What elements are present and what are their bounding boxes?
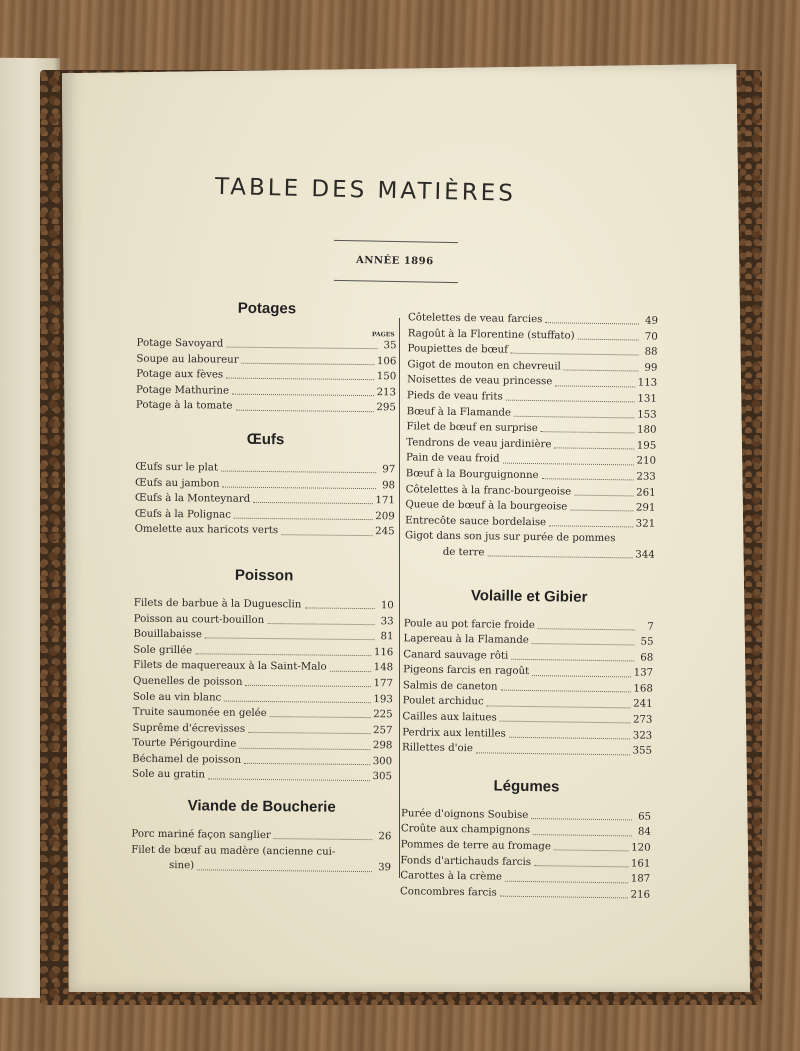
entry-page-number: 49 [644,315,659,327]
left-column [131,299,397,877]
entry-title: Potage à la tomate [135,400,233,413]
entry-page-number: 177 [373,678,394,690]
entry-page-number: 187 [630,873,651,885]
dot-leader [221,470,376,474]
entry-title: Côtelettes à la franc-bourgeoise [405,483,572,498]
entry-page-number: 97 [382,464,396,476]
right-column [400,310,658,903]
entry-page-number: 305 [372,771,393,783]
entry-page-number: 180 [636,424,657,436]
entry-title: Lapereau à la Flamande [403,633,529,647]
entry-title: Carottes à la crème [400,870,503,883]
entry-title: Œufs à la Polignac [134,508,232,521]
entry-page-number: 291 [635,502,656,514]
dot-leader [549,524,633,527]
dot-leader [554,446,633,449]
section-heading-viande-de-boucherie: Viande de Boucherie [187,797,336,816]
dot-leader [511,352,639,356]
dot-leader [570,509,633,512]
dot-leader [514,415,634,419]
section-heading-poisson: Poisson [234,566,294,585]
entry-title: Truite saumonée en gelée [132,706,267,720]
entry-page-number: 70 [644,331,658,343]
entry-title: Sole grillée [133,644,193,656]
entry-page-number: 241 [633,698,653,711]
dot-leader [476,751,630,755]
entry-page-number: 39 [378,862,392,874]
dot-leader [534,864,628,867]
section-spacer [134,538,394,569]
dot-leader [487,704,631,708]
entry-title: Omelette aux haricots verts [134,523,279,537]
entry-title: Rillettes d'oie [401,742,473,755]
dot-leader [555,384,634,387]
dot-leader [532,674,631,677]
entry-title: Bouillabaisse [133,628,202,641]
entry-title: Œufs sur le plat [135,461,219,474]
entry-page-number: 120 [631,842,651,854]
entry-title: Filets de barbue à la Duguesclin [133,597,302,611]
entry-page-number: 261 [636,487,656,499]
entry-page-number: 344 [635,549,655,561]
entry-page-number: 355 [632,745,653,757]
dot-leader [330,669,371,671]
entry-title: Pieds de veau frits [406,390,503,403]
toc-entry [131,858,391,876]
entry-page-number: 10 [380,600,394,612]
entry-page-number: 7 [647,621,654,633]
entry-page-number: 195 [636,440,657,452]
dot-leader [338,854,372,855]
dot-leader [222,485,376,489]
entry-title: Perdrix aux lentilles [402,726,506,740]
entry-title: Filet de bœuf au madère (ancienne cui- [131,844,336,858]
entry-title: Fonds d'artichauds farcis [400,854,532,868]
entry-title: Tourte Périgourdine [132,737,237,750]
entry-page-number: 148 [373,662,394,674]
entry-page-number: 26 [378,831,392,843]
dot-leader [239,746,370,749]
entry-page-number: 33 [380,615,394,627]
entry-title: Quenelles de poisson [132,675,243,688]
dot-leader [234,517,372,520]
entry-page-number: 161 [630,858,651,870]
entry-title: Potage Savoyard [136,337,224,350]
dot-leader [274,837,373,840]
entry-page-number: 210 [636,455,657,468]
dot-leader [545,321,639,324]
entry-page-number: 81 [380,631,394,643]
dot-leader [244,762,370,765]
dot-leader [235,408,373,411]
dot-leader [281,533,372,536]
dot-leader [564,369,639,372]
entry-title: Salmis de caneton [402,680,498,693]
entry-page-number: 233 [636,471,656,483]
dot-leader [267,622,374,625]
entry-title: Poisson au court-bouillon [133,613,265,626]
entry-page-number: 168 [633,683,653,695]
entry-page-number: 209 [375,510,395,523]
dot-leader [226,377,374,381]
entry-title: Gigot de mouton en chevreuil [407,359,561,373]
entry-page-number: 137 [633,667,654,680]
dot-leader [506,399,635,403]
entry-title: sine) [169,860,195,872]
entry-page-number: 298 [372,740,393,752]
dot-leader [487,555,632,559]
entry-page-number: 295 [376,402,396,414]
entry-title: Gigot dans son jus sur purée de pommes [404,530,616,545]
dot-leader [554,849,628,852]
entry-title: Poulet archiduc [402,695,484,708]
entry-title: Cailles aux laitues [402,711,497,724]
dot-leader [578,338,639,341]
dot-leader [304,607,375,610]
section-heading-potages: Potages [237,299,297,318]
entry-title: Poule au pot farcie froide [403,617,535,631]
entry-page-number: 225 [373,709,393,721]
entry-page-number: 245 [375,526,395,538]
entry-page-number: 84 [637,826,651,839]
toc-entry [136,398,396,416]
section-heading-volaille-et-gibier: Volaille et Gibier [470,586,588,606]
dot-leader [224,699,370,703]
entry-page-number: 216 [630,889,651,901]
entry-title: Béchamel de poisson [132,753,242,766]
entry-page-number: 116 [373,646,394,659]
entry-page-number: 300 [372,756,393,768]
column-divider [399,318,400,878]
dot-leader [270,715,370,718]
year-label: ANNÉE 1896 [355,254,434,268]
dot-leader [500,895,628,899]
entry-title: Sole au gratin [131,769,205,781]
dot-leader [531,817,632,820]
dot-leader [197,868,372,872]
entry-page-number: 150 [376,371,397,383]
entry-title: Canard sauvage rôti [403,648,509,662]
entry-page-number: 213 [376,386,397,399]
dot-leader [232,393,374,396]
entry-title: Concombres farcis [399,886,497,899]
entry-page-number: 65 [638,811,652,823]
entry-title: Sole au vin blanc [132,691,222,704]
entry-title: Côtelettes de veau farcies [407,312,543,326]
entry-title: Bœuf à la Flamande [406,405,512,419]
entry-title: Filets de maquereaux à la Saint-Malo [133,659,327,673]
section-heading-ufs: Œufs [246,430,285,449]
entry-title: Croûte aux champignons [400,823,531,837]
dot-leader [541,431,634,434]
entry-page-number: 257 [372,724,393,737]
section-spacer [404,560,654,589]
entry-title: Soupe au laboureur [136,353,239,366]
entry-title: Bœuf à la Bourguignonne [405,468,539,482]
dot-leader [226,346,377,350]
entry-title: Œufs à la Monteynard [134,492,251,506]
entry-title: Tendrons de veau jardinière [406,437,552,451]
entry-title: Ragoût à la Florentine (stuffato) [407,327,575,342]
entry-title: Entrecôte sauce bordelaise [405,514,547,528]
entry-title: Pigeons farcis en ragoût [403,664,530,678]
dot-leader [533,833,632,836]
page-title: TABLE DES MATIÈRES [214,173,517,207]
entry-page-number: 171 [375,495,395,507]
entry-page-number: 113 [637,377,658,390]
entry-title: Poupiettes de bœuf [407,343,508,356]
entry-page-number: 88 [644,346,658,358]
dot-leader [542,477,634,480]
dot-leader [574,493,633,496]
entry-title: Pommes de terre au fromage [400,839,551,853]
dot-leader [511,658,634,662]
entry-title: Porc mariné façon sanglier [131,828,271,842]
dot-leader [195,652,371,656]
entry-page-number: 35 [383,340,397,352]
entry-page-number: 68 [640,652,654,664]
entry-title: de terre [442,546,485,559]
entry-page-number: 55 [640,636,654,648]
dot-leader [532,642,635,645]
dot-leader [248,731,370,734]
dot-leader [538,627,635,630]
entry-title: Pain de veau froid [405,452,500,465]
section-heading-legumes: Légumes [493,777,560,796]
dot-leader [503,461,634,465]
entry-title: Noisettes de veau princesse [407,374,553,388]
dot-leader [242,362,374,365]
entry-page-number: 273 [632,714,653,726]
entry-page-number: 153 [637,409,657,421]
dot-leader [505,879,628,883]
dot-leader [208,777,370,781]
entry-title: Potage aux fèves [136,368,224,381]
entry-page-number: 193 [373,693,393,705]
toc-entry [132,767,392,785]
dot-leader [245,684,370,687]
entry-page-number: 98 [382,479,396,491]
entry-title: Suprême d'écrevisses [132,722,246,735]
dot-leader [500,689,630,693]
entry-title: Filet de bœuf en surprise [406,421,538,435]
entry-page-number: 99 [644,362,658,374]
entry-title: Œufs au jambon [135,477,220,490]
dot-leader [509,736,630,740]
pages-column-label: PAGES [371,331,395,339]
dot-leader [205,637,375,641]
dot-leader [500,720,630,724]
dot-leader [253,501,372,504]
entry-title: Purée d'oignons Soubise [401,808,529,821]
entry-page-number: 323 [632,730,653,742]
toc-entry [135,522,395,540]
entry-title: Potage Mathurine [136,384,230,397]
entry-page-number: 131 [637,393,657,405]
entry-page-number: 321 [635,518,656,530]
entry-page-number: 106 [376,355,397,367]
dot-leader [618,541,635,542]
entry-title: Queue de bœuf à la bourgeoise [405,499,568,513]
